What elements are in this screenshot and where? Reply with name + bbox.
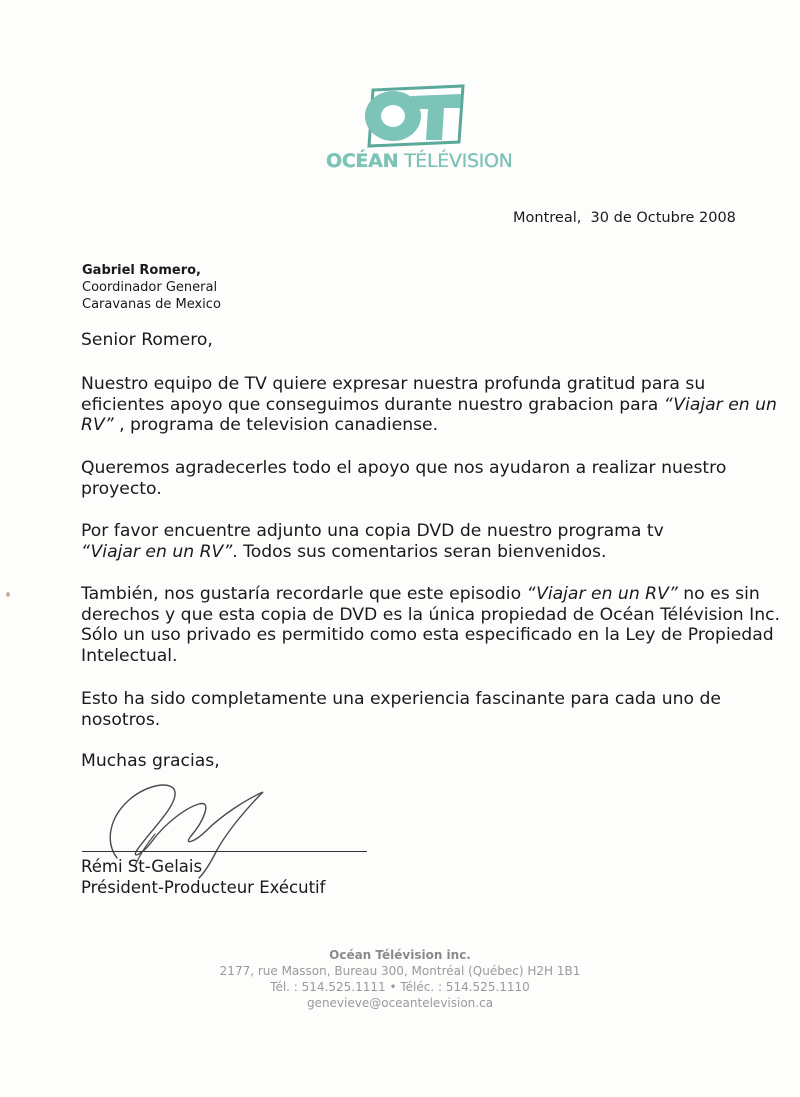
program-title: “Viajar en un RV” — [81, 394, 777, 435]
paragraph-4-text-b: no es sin derechos y que esta copia de DVD es la única propiedad de Océan Télévision Inc. Sólo un uso privado es permitido como esta especificado en la Ley de Propiedad Intelectual. — [81, 584, 781, 666]
program-title: “Viajar en un RV” — [81, 541, 233, 562]
program-title: “Viajar en un RV” — [526, 584, 678, 604]
paragraph-1-text-b: , programa de television canadiense. — [113, 415, 439, 435]
paragraph-1 — [81, 374, 781, 436]
footer-address: 2177, rue Masson, Bureau 300, Montréal (Québec) H2H 1B1 — [219, 964, 581, 978]
ot-logo-icon — [325, 82, 495, 152]
salutation: Senior Romero, — [81, 330, 213, 350]
letterhead-footer — [150, 947, 650, 1011]
paragraph-4-text-a: También, nos gustaría recordarle que este episodio — [81, 584, 527, 604]
paragraph-3-text-b: . Todos sus comentarios seran bienvenidos. — [232, 541, 607, 562]
signer-block — [81, 856, 325, 898]
recipient-title: Coordinador General — [82, 280, 218, 295]
brand-name — [326, 150, 513, 172]
paragraph-5: Esto ha sido completamente una experiencia fascinante para cada uno de nosotros. — [81, 689, 722, 730]
signer-name: Rémi St-Gelais — [81, 857, 203, 876]
brand-name-light: TÉLÉVISION — [403, 150, 513, 172]
recipient-organization: Caravanas de Mexico — [82, 297, 221, 312]
footer-phones: Tél. : 514.525.1111 • Téléc. : 514.525.1110 — [270, 980, 530, 994]
paragraph-3 — [81, 521, 781, 562]
signer-title: Président-Producteur Exécutif — [81, 878, 326, 897]
paragraph-1-text-a: Nuestro equipo de TV quiere expresar nuestra profunda gratitud para su eficientes apoyo que conseguimos durante nuestro grabacion para — [81, 374, 706, 415]
brand-name-bold: OCÉAN — [326, 150, 399, 172]
paragraph-3-text-a: Por favor encuentre adjunto una copia DVD de nuestro programa tv — [81, 521, 664, 541]
date-line: Montreal, 30 de Octubre 2008 — [513, 210, 736, 226]
footer-email: genevieve@oceantelevision.ca — [306, 996, 494, 1010]
closing: Muchas gracias, — [81, 751, 220, 771]
signature-line — [82, 851, 367, 852]
paragraph-2: Queremos agradecerles todo el apoyo que nos ayudaron a realizar nuestro proyecto. — [81, 458, 727, 499]
recipient-block — [82, 262, 221, 313]
paragraph-4 — [81, 584, 781, 666]
recipient-name: Gabriel Romero, — [82, 263, 201, 278]
scan-speck — [6, 592, 10, 597]
footer-company: Océan Télévision inc. — [329, 948, 471, 962]
